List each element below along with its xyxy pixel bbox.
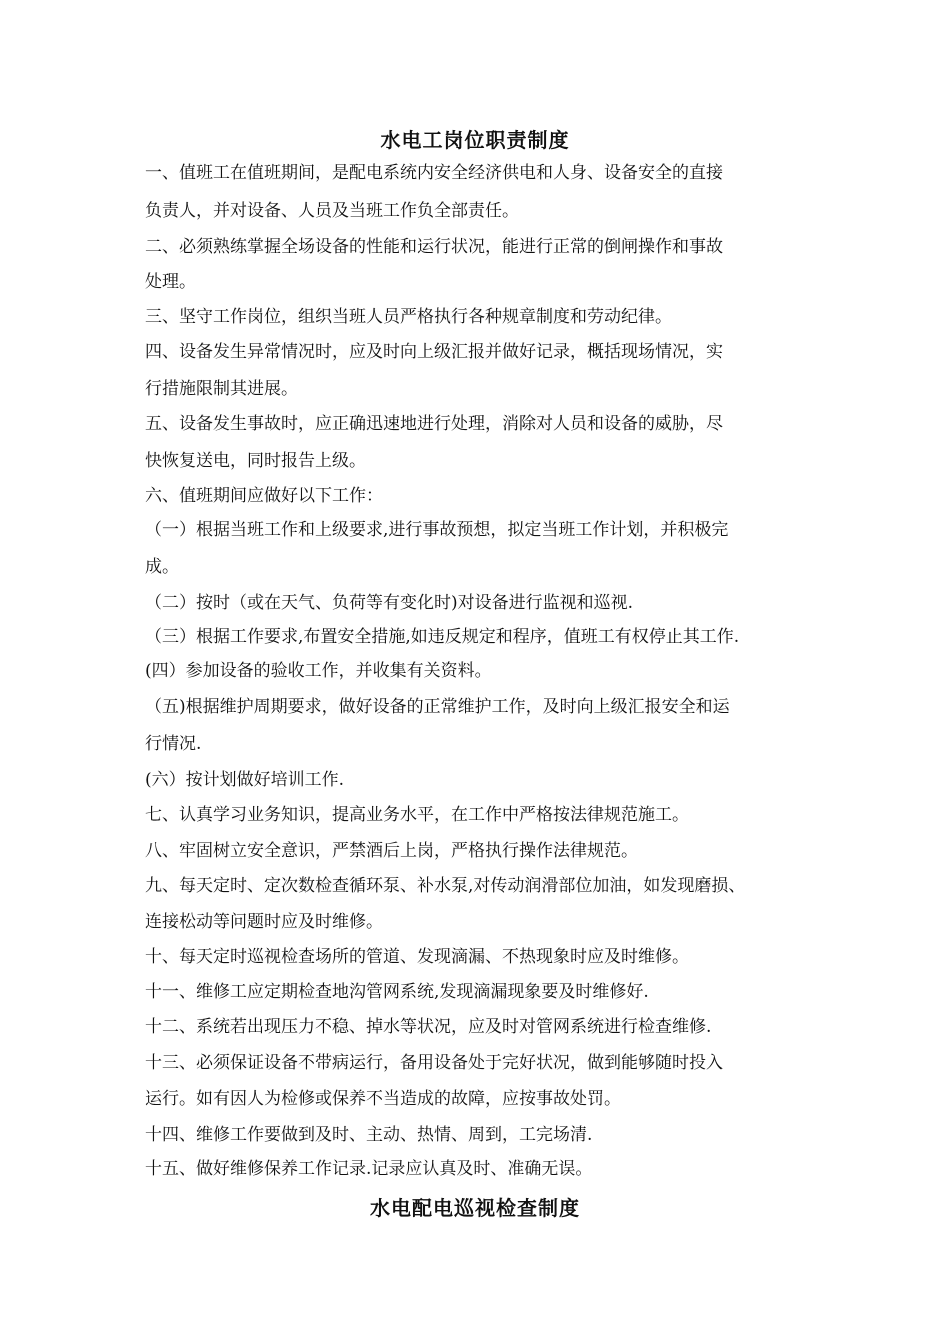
body-line: 九、每天定时、定次数检查循环泵、补水泵,对传动润滑部位加油，如发现磨损、 (145, 876, 746, 896)
body-line: (六）按计划做好培训工作. (145, 770, 345, 790)
body-line: 负责人，并对设备、人员及当班工作负全部责任。 (145, 201, 519, 221)
body-line: 成。 (145, 557, 179, 577)
body-line: 行情况. (145, 734, 202, 754)
body-line: （三）根据工作要求,布置安全措施,如违反规定和程序，值班工有权停止其工作. (145, 627, 740, 647)
body-line: 十、每天定时巡视检查场所的管道、发现滴漏、不热现象时应及时维修。 (145, 947, 689, 967)
body-line: (四）参加设备的验收工作，并收集有关资料。 (145, 661, 492, 681)
document-title: 水电工岗位职责制度 (380, 128, 570, 152)
body-line: 二、必须熟练掌握全场设备的性能和运行状况，能进行正常的倒闸操作和事故 (145, 237, 723, 257)
body-line: 连接松动等问题时应及时维修。 (145, 912, 383, 932)
body-line: 十四、维修工作要做到及时、主动、热情、周到，工完场清. (145, 1125, 593, 1145)
body-line: 十一、维修工应定期检查地沟管网系统,发现滴漏现象要及时维修好. (145, 982, 649, 1002)
body-line: 六、值班期间应做好以下工作： (145, 486, 383, 506)
body-line: 五、设备发生事故时，应正确迅速地进行处理，消除对人员和设备的威胁，尽 (145, 414, 723, 434)
body-line: 八、牢固树立安全意识，严禁酒后上岗，严格执行操作法律规范。 (145, 841, 638, 861)
body-line: 十二、系统若出现压力不稳、掉水等状况，应及时对管网系统进行检查维修. (145, 1017, 712, 1037)
body-line: 一、值班工在值班期间，是配电系统内安全经济供电和人身、设备安全的直接 (145, 163, 723, 183)
body-line: 运行。如有因人为检修或保养不当造成的故障，应按事故处罚。 (145, 1089, 621, 1109)
body-line: （五)根据维护周期要求，做好设备的正常维护工作，及时向上级汇报安全和运 (145, 697, 730, 717)
body-line: 快恢复送电，同时报告上级。 (145, 451, 366, 471)
body-line: 处理。 (145, 272, 196, 292)
body-line: （二）按时（或在天气、负荷等有变化时)对设备进行监视和巡视. (145, 593, 634, 613)
body-line: 三、坚守工作岗位，组织当班人员严格执行各种规章制度和劳动纪律。 (145, 307, 672, 327)
body-line: （一）根据当班工作和上级要求,进行事故预想，拟定当班工作计划，并积极完 (145, 520, 729, 540)
body-line: 行措施限制其进展。 (145, 379, 298, 399)
next-section-title: 水电配电巡视检查制度 (370, 1196, 580, 1220)
body-line: 十三、必须保证设备不带病运行，备用设备处于完好状况，做到能够随时投入 (145, 1053, 723, 1073)
body-line: 七、认真学习业务知识，提高业务水平，在工作中严格按法律规范施工。 (145, 805, 689, 825)
body-line: 十五、做好维修保养工作记录.记录应认真及时、准确无误。 (145, 1159, 593, 1179)
body-line: 四、设备发生异常情况时，应及时向上级汇报并做好记录，概括现场情况，实 (145, 342, 723, 362)
